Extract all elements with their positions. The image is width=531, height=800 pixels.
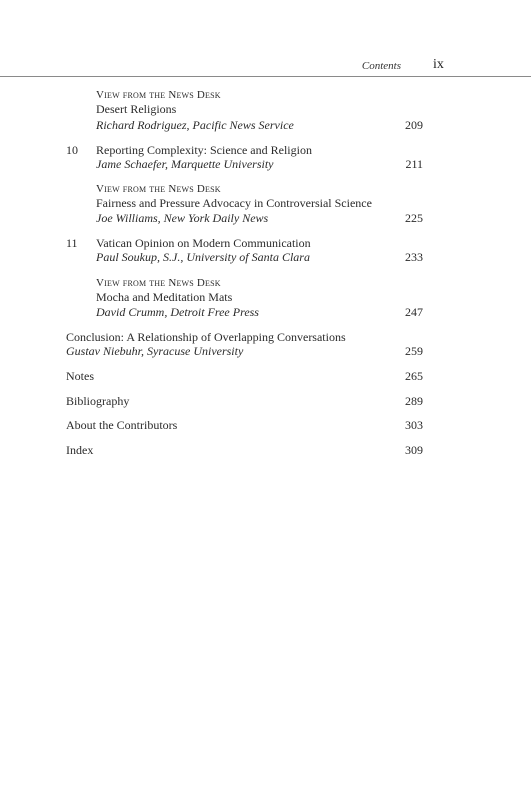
toc-title: Notes: [66, 369, 94, 383]
toc-author: David Crumm, Detroit Free Press: [96, 305, 259, 319]
toc-page-number: 209: [405, 118, 423, 132]
toc-page-number: 265: [405, 369, 423, 383]
toc-author: Gustav Niebuhr, Syracuse University: [66, 344, 244, 358]
toc-page-number: 289: [405, 394, 423, 408]
toc-title: Mocha and Meditation Mats: [96, 290, 233, 304]
toc-page-number: 309: [405, 443, 423, 457]
toc-author: Paul Soukup, S.J., University of Santa Clara: [96, 250, 310, 264]
toc-title: Fairness and Pressure Advocacy in Controversial Science: [96, 196, 372, 210]
toc-page-number: 303: [405, 418, 423, 432]
toc-title: Conclusion: A Relationship of Overlapping Conversations: [66, 330, 346, 344]
toc-view-label: View from the News Desk: [96, 183, 221, 195]
toc-page-number: 247: [405, 305, 423, 319]
toc-author: Jame Schaefer, Marquette University: [96, 157, 274, 171]
toc-page-number: 211: [405, 157, 423, 171]
toc-view-label: View from the News Desk: [96, 277, 221, 289]
toc-title: Desert Religions: [96, 102, 177, 116]
toc-author: Joe Williams, New York Daily News: [96, 211, 269, 225]
running-header: [0, 58, 531, 77]
toc-page-number: 233: [405, 250, 423, 264]
toc-title: Reporting Complexity: Science and Religion: [96, 143, 312, 157]
page-folio: ix: [433, 57, 444, 72]
toc-title: Vatican Opinion on Modern Communication: [96, 236, 311, 250]
toc-view-label: View from the News Desk: [96, 89, 221, 101]
toc-chapter-number: 10: [66, 143, 78, 157]
toc-chapter-number: 11: [66, 236, 78, 250]
toc-title: Index: [66, 443, 94, 457]
toc-page-number: 259: [405, 344, 423, 358]
toc-author: Richard Rodriguez, Pacific News Service: [96, 118, 294, 132]
running-header-label: Contents: [361, 60, 401, 72]
toc-title: About the Contributors: [66, 418, 178, 432]
toc-title: Bibliography: [66, 394, 130, 408]
toc-page-number: 225: [405, 211, 423, 225]
